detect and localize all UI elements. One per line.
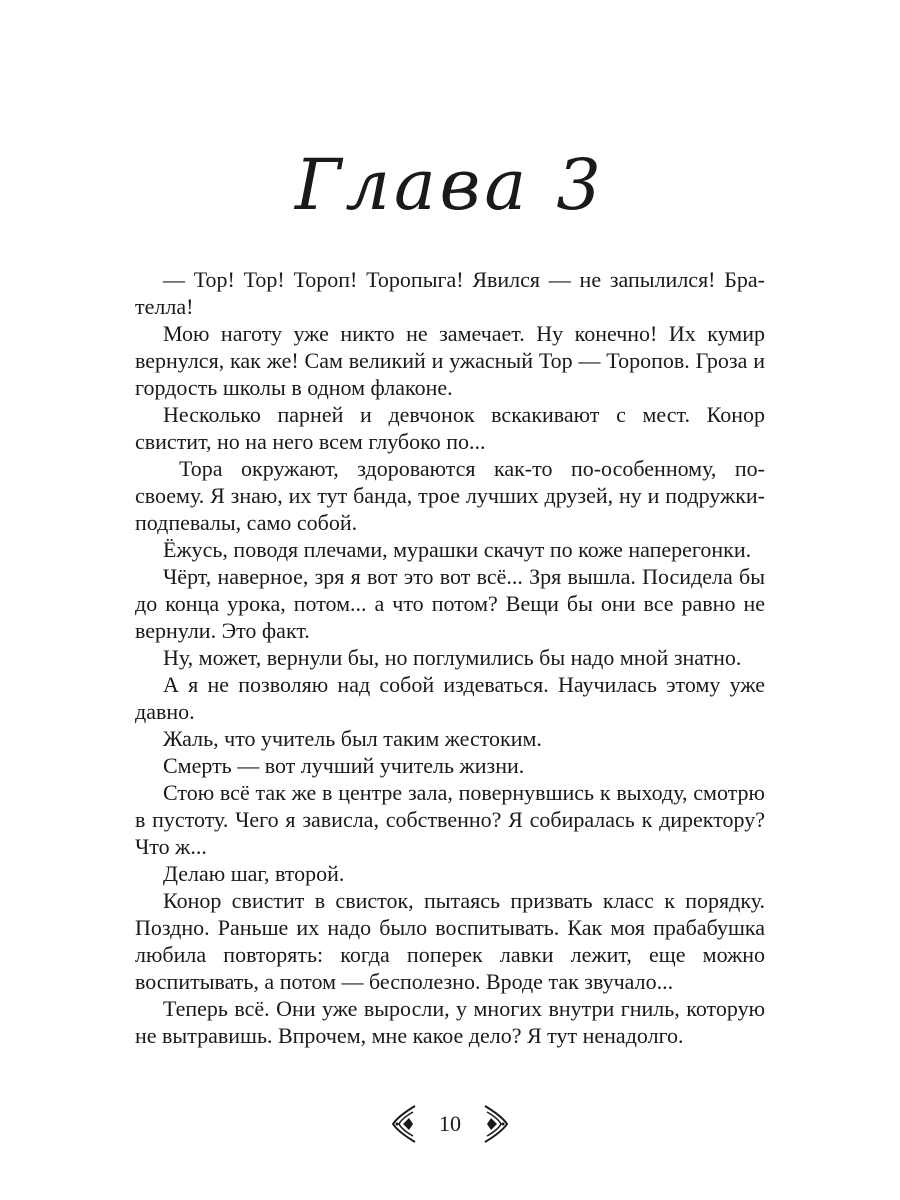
paragraph: Теперь всё. Они уже выросли, у многих внутри гниль, которую не вытравишь. Впрочем, мне какое дело? Я тут ненадолго.: [135, 996, 765, 1048]
page-number: 10: [439, 1111, 461, 1136]
paragraph: Несколько парней и девчонок вскакивают с мест. Конор свистит, но на него всем глубоко по...: [135, 402, 765, 454]
paragraph: Конор свистит в свисток, пытаясь призвать класс к порядку. Поздно. Раньше их надо было воспитывать. Как моя прабабушка любила повторять: когда поперек лавки лежит, еще можно воспитывать, а потом — бесполезно. Вроде так звучало...: [135, 888, 765, 994]
paragraph: — Тор! Тор! Тороп! Торопыга! Явился — не запылился! Брателла!: [135, 267, 765, 319]
paragraph: Ну, может, вернули бы, но поглумились бы надо мной знатно.: [163, 645, 742, 670]
paragraph: Делаю шаг, второй.: [163, 861, 345, 886]
ornament-right-icon: [483, 1104, 509, 1144]
paragraph: Тора окружают, здороваются как-то по-особенному, по-своему. Я знаю, их тут банда, трое лучших друзей, ну и подружки-подпевалы, само собой.: [135, 456, 765, 535]
paragraph: Мою наготу уже никто не замечает. Ну конечно! Их кумир вернулся, как же! Сам великий и ужасный Тор — Торопов. Гроза и гордость школы в одном флаконе.: [135, 321, 765, 400]
page-footer: [0, 1102, 900, 1146]
paragraph: Чёрт, наверное, зря я вот это вот всё... Зря вышла. Посидела бы до конца урока, потом... а что потом? Вещи бы они все равно не вернули. Это факт.: [135, 564, 765, 643]
body-text: [135, 266, 765, 1049]
chapter-title: Глава 3: [295, 144, 605, 226]
ornament-left-icon: [391, 1104, 417, 1144]
paragraph: Стою всё так же в центре зала, повернувшись к выходу, смотрю в пустоту. Чего я зависла, собственно? Я собиралась к директору? Что ж...: [135, 780, 765, 859]
paragraph: Смерть — вот лучший учитель жизни.: [163, 753, 525, 778]
paragraph: Ёжусь, поводя плечами, мурашки скачут по коже наперегонки.: [163, 537, 752, 562]
paragraph: А я не позволяю над собой издеваться. Научилась этому уже давно.: [135, 672, 765, 724]
paragraph: Жаль, что учитель был таким жестоким.: [163, 726, 542, 751]
